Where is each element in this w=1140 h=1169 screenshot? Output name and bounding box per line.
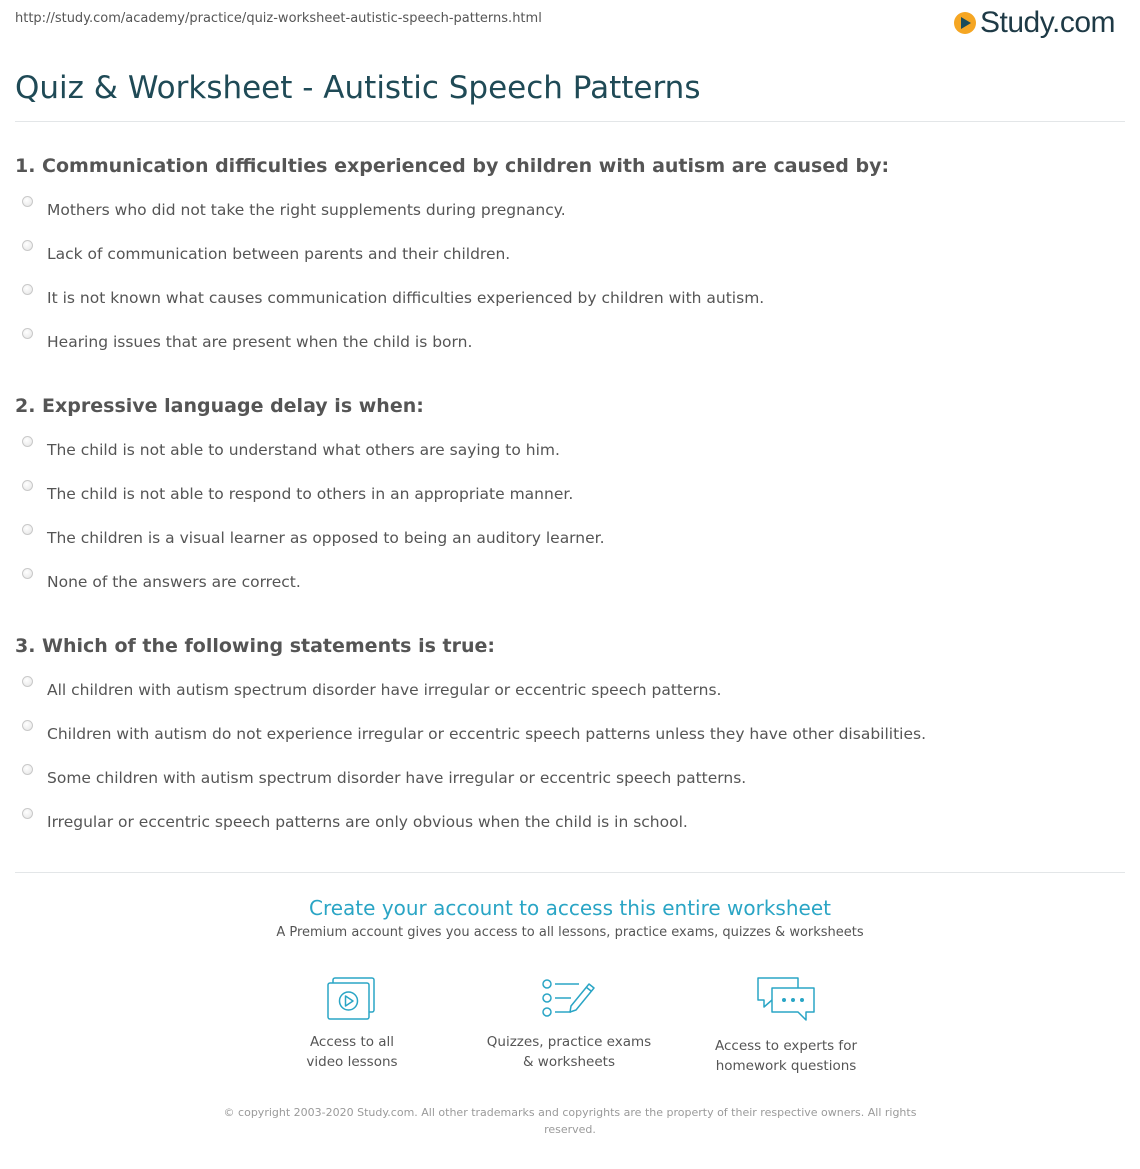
radio-icon[interactable] [22, 240, 33, 251]
radio-icon[interactable] [22, 676, 33, 687]
create-account-link[interactable]: Create your account to access this entire worksheet [309, 896, 831, 920]
radio-icon[interactable] [22, 808, 33, 819]
answer-text: Hearing issues that are present when the child is born. [47, 333, 473, 351]
video-lessons-icon [326, 976, 378, 1022]
quiz-checklist-icon [541, 976, 597, 1022]
question-3-answers [22, 668, 926, 844]
answer-text: Lack of communication between parents and their children. [47, 245, 511, 263]
answer-option[interactable] [22, 320, 764, 364]
radio-icon[interactable] [22, 568, 33, 579]
answer-text: The child is not able to understand what others are saying to him. [47, 441, 560, 459]
answer-text: None of the answers are correct. [47, 573, 301, 591]
title-divider [15, 121, 1125, 122]
question-1: 1. Communication difficulties experienced by children with autism are caused by: [15, 155, 890, 177]
chat-bubbles-icon [754, 976, 818, 1026]
answer-text: The children is a visual learner as opposed to being an auditory learner. [47, 529, 605, 547]
question-3: 3. Which of the following statements is true: [15, 635, 496, 657]
answer-text: Children with autism do not experience irregular or eccentric speech patterns unless they have other disabilities. [47, 725, 926, 743]
answer-option[interactable] [22, 756, 926, 800]
question-1-answers [22, 188, 764, 364]
answer-option[interactable] [22, 188, 764, 232]
play-logo-icon [954, 12, 976, 34]
answer-option[interactable] [22, 428, 605, 472]
radio-icon[interactable] [22, 196, 33, 207]
feature-label-line2: video lessons [306, 1054, 398, 1070]
answer-text: Some children with autism spectrum disorder have irregular or eccentric speech patterns. [47, 769, 747, 787]
answer-text: The child is not able to respond to others in an appropriate manner. [47, 485, 574, 503]
feature-label-line1: Access to all [309, 1034, 395, 1050]
answer-option[interactable] [22, 276, 764, 320]
answer-text: All children with autism spectrum disorder have irregular or eccentric speech patterns. [47, 681, 722, 699]
answer-option[interactable] [22, 560, 605, 604]
study-logo[interactable] [954, 6, 1115, 40]
feature-label-line2: homework questions [715, 1058, 857, 1074]
answer-text: Irregular or eccentric speech patterns are only obvious when the child is in school. [47, 813, 688, 831]
feature-label-line1: Access to experts for [714, 1038, 857, 1054]
answer-text: It is not known what causes communication difficulties experienced by children with autism. [47, 289, 765, 307]
cta-subheading: A Premium account gives you access to all lessons, practice exams, quizzes & worksheets [276, 925, 864, 940]
question-2: 2. Expressive language delay is when: [15, 395, 424, 417]
answer-option[interactable] [22, 232, 764, 276]
radio-icon[interactable] [22, 328, 33, 339]
radio-icon[interactable] [22, 436, 33, 447]
answer-option[interactable] [22, 472, 605, 516]
feature-label-line2: & worksheets [522, 1054, 615, 1070]
radio-icon[interactable] [22, 720, 33, 731]
page-url: http://study.com/academy/practice/quiz-worksheet-autistic-speech-patterns.html [15, 11, 542, 26]
answer-option[interactable] [22, 712, 926, 756]
radio-icon[interactable] [22, 764, 33, 775]
radio-icon[interactable] [22, 284, 33, 295]
answer-option[interactable] [22, 516, 605, 560]
cta-divider [15, 872, 1125, 873]
feature-label-line1: Quizzes, practice exams [486, 1034, 652, 1050]
radio-icon[interactable] [22, 524, 33, 535]
copyright: © copyright 2003-2020 Study.com. All other trademarks and copyrights are the property of their respective owners. All rights reserved. [223, 1106, 917, 1136]
answer-text: Mothers who did not take the right supplements during pregnancy. [47, 201, 566, 219]
answer-option[interactable] [22, 800, 926, 844]
logo-text: Study.com [980, 6, 1115, 39]
radio-icon[interactable] [22, 480, 33, 491]
feature-video-lessons [252, 976, 452, 1072]
feature-quizzes [469, 976, 669, 1072]
question-2-answers [22, 428, 605, 604]
answer-option[interactable] [22, 668, 926, 712]
page-title: Quiz & Worksheet - Autistic Speech Patterns [15, 70, 701, 106]
feature-experts [686, 976, 886, 1076]
